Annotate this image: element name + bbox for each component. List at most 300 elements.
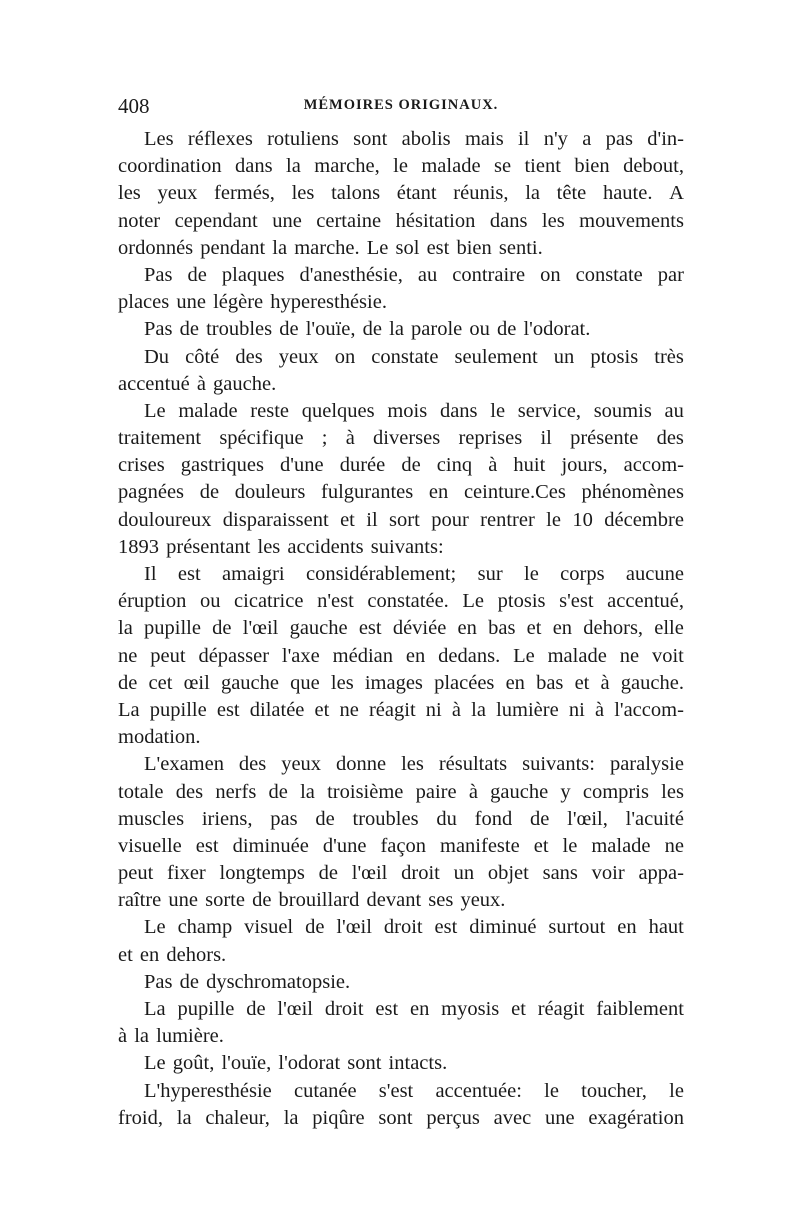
word: à (594, 698, 605, 721)
word: avec (493, 1106, 532, 1129)
word: soumis (593, 399, 652, 422)
text-line (118, 507, 684, 534)
word: les (661, 780, 684, 803)
word: certaine (316, 209, 382, 232)
word: dans (489, 209, 528, 232)
word: Le (144, 399, 166, 422)
word: n'y (543, 128, 568, 150)
text-line (118, 1105, 684, 1132)
word: décembre (604, 508, 684, 531)
word: diverses (373, 427, 441, 450)
word: l'œil, (567, 807, 608, 830)
word: mois (387, 399, 428, 422)
word: traitement (118, 427, 202, 450)
word: présente (570, 427, 639, 450)
word: sont (378, 1106, 413, 1129)
word: reprises (458, 427, 523, 450)
word: et (511, 998, 526, 1020)
word: froid, (118, 1106, 163, 1129)
word: ne (664, 834, 684, 857)
word: accom- (623, 454, 684, 477)
word: les (291, 182, 315, 205)
word: à (488, 454, 498, 477)
word: une (272, 209, 302, 232)
word: les (330, 671, 354, 694)
word: considérablement; (305, 563, 457, 585)
word: Du (144, 345, 170, 368)
text-line (118, 697, 684, 724)
word: constatée. (367, 590, 449, 613)
word: et (533, 834, 549, 857)
word: images (364, 671, 423, 694)
word: et (314, 698, 330, 721)
word: muscles (118, 807, 185, 830)
word: sont (353, 128, 388, 150)
word: au (664, 399, 684, 422)
word: pas (270, 807, 298, 830)
text-line (118, 208, 684, 235)
word: Le (462, 590, 485, 613)
word: haut (648, 916, 684, 939)
word: talons (331, 182, 381, 205)
word: le (544, 1079, 559, 1102)
word: visuelle (118, 834, 182, 857)
word: ne (339, 698, 359, 721)
text-line (118, 180, 684, 207)
word: malade (421, 155, 481, 178)
word: y (560, 780, 571, 803)
word: fulgurantes (321, 481, 414, 504)
word: par (657, 263, 684, 286)
word: gauche. (620, 671, 684, 694)
word: L'hyperesthésie (144, 1079, 272, 1102)
word: yeux (278, 345, 319, 368)
word: dedans. (438, 644, 501, 667)
word: peut (118, 862, 154, 885)
word: voit (651, 644, 684, 667)
word: rotuliens (267, 128, 339, 150)
word: constate (575, 263, 643, 286)
word: plaques (221, 263, 285, 286)
word: haute. (602, 182, 653, 205)
text-line: à la lumière. (118, 1025, 224, 1048)
word: exagération (588, 1106, 684, 1129)
word: crises (118, 454, 165, 477)
word: de (315, 807, 335, 830)
text-line (118, 833, 684, 860)
word: objet (487, 862, 529, 885)
word: pagnées (118, 481, 185, 504)
word: constate (371, 345, 439, 368)
text-line (118, 153, 684, 180)
text-line (118, 670, 684, 697)
word: diminué (469, 916, 537, 939)
word: toucher, (581, 1079, 647, 1102)
word: La (118, 698, 140, 721)
word: droit (324, 998, 364, 1020)
word: accentuée: (435, 1079, 522, 1102)
word: des (656, 427, 684, 450)
word: troubles (352, 807, 419, 830)
word: le (393, 155, 408, 178)
word: douloureux (118, 508, 212, 531)
word: troisième (327, 780, 404, 803)
word: malade (547, 644, 607, 667)
word: tient (524, 155, 561, 178)
word: du (436, 807, 457, 830)
text-line (118, 479, 684, 506)
word: s'est (559, 590, 594, 613)
word: mouvements (579, 209, 684, 232)
word: abolis (401, 128, 451, 150)
word: il (540, 427, 552, 450)
word: réagit (368, 698, 416, 721)
word: chaleur, (205, 1106, 270, 1129)
word: elle (654, 617, 684, 640)
word: phénomènes (581, 481, 684, 504)
word: voir (591, 862, 625, 885)
word: en (552, 617, 573, 640)
word: accentué, (607, 590, 684, 613)
word: l'œil (242, 617, 279, 640)
text-line (118, 425, 684, 452)
word: un (453, 862, 475, 885)
text-line: raître une sorte de brouillard devant ses yeux. (118, 889, 506, 912)
word: debout, (623, 155, 684, 178)
word: piqûre (312, 1106, 365, 1129)
word: et (526, 617, 542, 640)
word: pour (431, 508, 469, 531)
word: est (375, 998, 399, 1020)
word: pupille (144, 617, 201, 640)
word: le (562, 834, 578, 857)
word: l'acuité (625, 807, 684, 830)
word: à (345, 427, 355, 450)
word: service, (517, 399, 581, 422)
word: contraire (452, 263, 526, 286)
word: A (669, 182, 684, 205)
word: de (199, 481, 220, 504)
text-line (118, 1078, 684, 1105)
word: déviée (392, 617, 447, 640)
word: ni (568, 698, 585, 721)
word: de (268, 780, 288, 803)
word: ptosis (497, 590, 546, 613)
word: ptosis (590, 345, 639, 368)
word: que (290, 671, 320, 694)
word: pupille (149, 698, 207, 721)
word: tête (556, 182, 587, 205)
word: côté (185, 345, 220, 368)
word: cet (148, 671, 173, 694)
word: des (175, 780, 204, 803)
word: noter (118, 209, 161, 232)
word: médian (332, 644, 393, 667)
page-number: 408 (118, 94, 150, 118)
word: donne (336, 753, 387, 776)
word: et (574, 671, 590, 694)
word: surtout (548, 916, 606, 939)
word: gauche (490, 780, 549, 803)
text-line (118, 996, 684, 1023)
word: aucune (625, 563, 684, 585)
word: est (177, 563, 201, 585)
word: placées (434, 671, 495, 694)
word: d'une (280, 454, 324, 477)
word: a (582, 128, 592, 150)
word: de (530, 807, 550, 830)
word: la (471, 698, 486, 721)
text-line (118, 561, 684, 588)
word: manifeste (440, 834, 520, 857)
word: Les (144, 128, 174, 150)
word: pas (605, 128, 633, 150)
word: longtemps (219, 862, 305, 885)
word: sans (542, 862, 578, 885)
text-line (118, 452, 684, 479)
word: sort (389, 508, 420, 531)
word: sur (477, 563, 503, 585)
word: myosis (441, 998, 500, 1020)
word: la (286, 155, 301, 178)
word: champ (177, 916, 233, 939)
word: il (517, 128, 530, 150)
word: huit (513, 454, 546, 477)
word: l'accom- (614, 698, 684, 721)
word: Le (144, 916, 166, 939)
word: corps (560, 563, 605, 585)
word: la (300, 780, 315, 803)
word: dans (235, 155, 273, 178)
word: à (451, 698, 461, 721)
word: paire (415, 780, 457, 803)
running-title: MÉMOIRES ORIGINAUX. (303, 97, 499, 113)
word: spécifique (219, 427, 304, 450)
word: iriens, (201, 807, 253, 830)
word: douleurs (234, 481, 306, 504)
word: lumière (496, 698, 559, 721)
word: 10 (572, 508, 593, 531)
word: Pas (144, 263, 173, 286)
word: en (409, 998, 430, 1020)
word: durée (339, 454, 386, 477)
word: fond (474, 807, 513, 830)
word: d'anesthésie, (299, 263, 403, 286)
text-line (118, 398, 684, 425)
word: œil (183, 671, 210, 694)
word: dans (439, 399, 478, 422)
word: n'est (317, 590, 354, 613)
word: yeux (281, 753, 322, 776)
word: mais (464, 128, 504, 150)
text-line: Pas de troubles de l'ouïe, de la parole ou de l'odorat. (144, 318, 591, 341)
word: faiblement (596, 998, 684, 1020)
word: et (340, 508, 355, 531)
body-text (118, 126, 684, 1132)
word: de (118, 671, 138, 694)
word: diminuée (232, 834, 309, 857)
text-line (118, 914, 684, 941)
word: gauche (289, 617, 348, 640)
word: paralysie (609, 753, 684, 776)
word: l'œil (351, 862, 388, 885)
word: de (212, 617, 232, 640)
word: l'axe (281, 644, 320, 667)
word: d'in- (647, 128, 684, 150)
word: une (544, 1106, 575, 1129)
text-line (118, 262, 684, 289)
word: des (235, 345, 263, 368)
word: bas (488, 617, 516, 640)
word: ni (425, 698, 442, 721)
word: réunis, (453, 182, 509, 205)
word: disparaissent (222, 508, 329, 531)
word: cutanée (294, 1079, 357, 1102)
word: coordination (118, 155, 222, 178)
word: perçus (426, 1106, 480, 1129)
word: dilatée (249, 698, 305, 721)
text-line (118, 806, 684, 833)
word: s'est (378, 1079, 414, 1102)
text-line (118, 588, 684, 615)
word: gastriques (180, 454, 264, 477)
word: pupille (177, 998, 235, 1020)
word: en (617, 916, 637, 939)
word: très (654, 345, 684, 368)
word: hésitation (395, 209, 476, 232)
text-line: places une légère hyperesthésie. (118, 291, 387, 314)
text-line (118, 643, 684, 670)
word: fermés, (214, 182, 275, 205)
word: fixer (167, 862, 206, 885)
word: reste (250, 399, 289, 422)
word: en (428, 481, 449, 504)
text-line (118, 751, 684, 778)
word: Il (144, 563, 157, 585)
word: gauche (220, 671, 279, 694)
word: est (216, 698, 240, 721)
word: est (358, 617, 382, 640)
word: quelques (301, 399, 375, 422)
word: les (541, 209, 565, 232)
word: dépasser (198, 644, 270, 667)
word: droit (383, 916, 423, 939)
word: en (405, 644, 426, 667)
word: l'œil (336, 916, 372, 939)
word: la (176, 1106, 192, 1129)
word: on (540, 263, 561, 286)
text-line: accentué à gauche. (118, 372, 277, 395)
word: à (600, 671, 610, 694)
word: suivants: (522, 753, 595, 776)
word: bas (536, 671, 564, 694)
word: la (118, 617, 133, 640)
word: cependant (174, 209, 258, 232)
word: totale (118, 780, 164, 803)
word: de (318, 862, 339, 885)
word: La (144, 998, 166, 1020)
word: le (524, 563, 539, 585)
word: seulement (454, 345, 538, 368)
word: rentrer (480, 508, 535, 531)
word: le (546, 508, 561, 531)
word: réagit (537, 998, 585, 1020)
word: cicatrice (234, 590, 304, 613)
word: les (401, 753, 424, 776)
word: de (246, 998, 266, 1020)
word: visuel (244, 916, 294, 939)
word: à (468, 780, 478, 803)
word: en (457, 617, 477, 640)
word: se (493, 155, 512, 178)
word: ne (619, 644, 640, 667)
word: de (187, 263, 207, 286)
word: compris (582, 780, 649, 803)
word: la (525, 182, 540, 205)
word: il (366, 508, 378, 531)
word: peut (150, 644, 186, 667)
word: en (505, 671, 525, 694)
word: façon (380, 834, 426, 857)
word: étant (396, 182, 437, 205)
word: droit (401, 862, 440, 885)
word: yeux (157, 182, 198, 205)
text-line (118, 615, 684, 642)
word: est (195, 834, 219, 857)
word: L'examen (144, 753, 224, 776)
word: ou (199, 590, 221, 613)
text-line: modation. (118, 726, 201, 749)
word: on (334, 345, 356, 368)
word: est (434, 916, 458, 939)
word: des (238, 753, 267, 776)
word: le (669, 1079, 684, 1102)
text-line (118, 779, 684, 806)
text-line (118, 344, 684, 371)
word: un (553, 345, 575, 368)
word: ceinture.Ces (463, 481, 566, 504)
word: amaigri (222, 563, 285, 585)
word: Le (513, 644, 535, 667)
word: de (305, 916, 325, 939)
text-line: Pas de dyschromatopsie. (144, 970, 351, 993)
word: l'œil (277, 998, 313, 1020)
page-header (118, 94, 684, 122)
word: les (118, 182, 141, 205)
word: éruption (118, 590, 187, 613)
word: bien (574, 155, 610, 178)
text-line (118, 860, 684, 887)
text-line: ordonnés pendant la marche. Le sol est bien senti. (118, 236, 543, 259)
word: la (283, 1106, 299, 1129)
text-line: 1893 présentant les accidents suivants: (118, 535, 444, 558)
word: jours, (561, 454, 608, 477)
word: d'une (322, 834, 367, 857)
text-line (118, 126, 684, 153)
word: nerfs (215, 780, 257, 803)
word: résultats (438, 753, 508, 776)
word: de (401, 454, 421, 477)
text-line: Le goût, l'ouïe, l'odorat sont intacts. (144, 1052, 448, 1075)
word: dehors, (583, 617, 644, 640)
word: malade (591, 834, 651, 857)
word: marche, (314, 155, 380, 178)
word: cinq (436, 454, 473, 477)
word: réflexes (187, 128, 253, 150)
text-line: et en dehors. (118, 943, 227, 966)
word: le (490, 399, 506, 422)
word: ; (321, 427, 328, 450)
